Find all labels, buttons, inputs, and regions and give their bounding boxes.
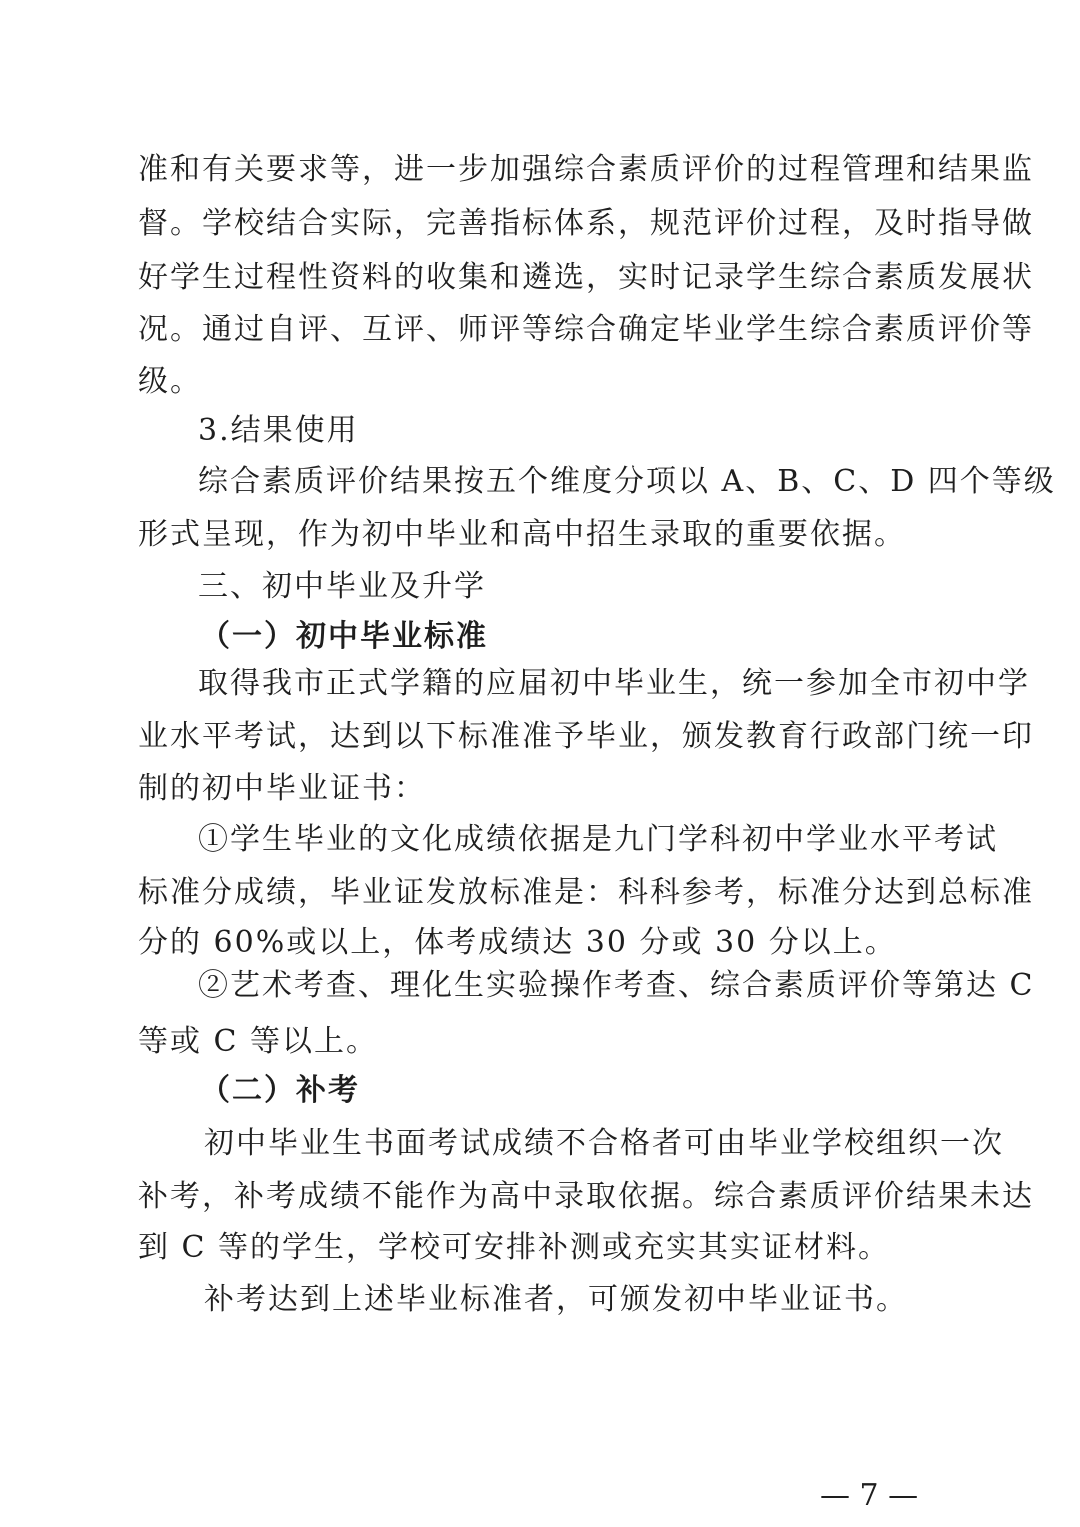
subsection-1-heading: （一）初中毕业标准 [200,619,488,654]
subsection-2-closing: 补考达到上述毕业标准者，可颁发初中毕业证书。 [204,1282,908,1317]
paragraph-line: 制的初中毕业证书： [138,771,426,806]
page-number: — 7 — [820,1478,919,1513]
paragraph-line: 形式呈现，作为初中毕业和高中招生录取的重要依据。 [138,517,906,552]
paragraph-line: 督。学校结合实际，完善指标体系，规范评价过程，及时指导做 [138,206,1034,241]
paragraph-line: 级。 [138,364,202,399]
paragraph-line: 综合素质评价结果按五个维度分项以 A、B、C、D 四个等级 [198,464,1056,499]
paragraph-line: 初中毕业生书面考试成绩不合格者可由毕业学校组织一次 [204,1126,1004,1161]
section-3-heading: 3.结果使用 [198,413,359,448]
paragraph-line: 补考，补考成绩不能作为高中录取依据。综合素质评价结果未达 [138,1179,1034,1214]
paragraph-line: 业水平考试，达到以下标准准予毕业，颁发教育行政部门统一印 [138,719,1034,754]
paragraph-line: 好学生过程性资料的收集和遴选，实时记录学生综合素质发展状 [138,260,1034,295]
paragraph-line: 分的 60%或以上，体考成绩达 30 分或 30 分以上。 [138,925,897,960]
paragraph-line: 标准分成绩，毕业证发放标准是：科科参考，标准分达到总标准 [138,875,1034,910]
paragraph-line: ②艺术考查、理化生实验操作考查、综合素质评价等第达 C [198,968,1035,1003]
paragraph-line: ①学生毕业的文化成绩依据是九门学科初中学业水平考试 [198,822,998,857]
paragraph-line: 况。通过自评、互评、师评等综合确定毕业学生综合素质评价等 [138,312,1034,347]
paragraph-line: 取得我市正式学籍的应届初中毕业生，统一参加全市初中学 [198,666,1030,701]
subsection-2-heading: （二）补考 [200,1073,360,1108]
paragraph-line: 准和有关要求等，进一步加强综合素质评价的过程管理和结果监 [138,152,1034,187]
paragraph-line: 到 C 等的学生，学校可安排补测或充实其实证材料。 [138,1230,891,1265]
paragraph-line: 等或 C 等以上。 [138,1024,379,1059]
chapter-heading: 三、初中毕业及升学 [198,569,486,604]
